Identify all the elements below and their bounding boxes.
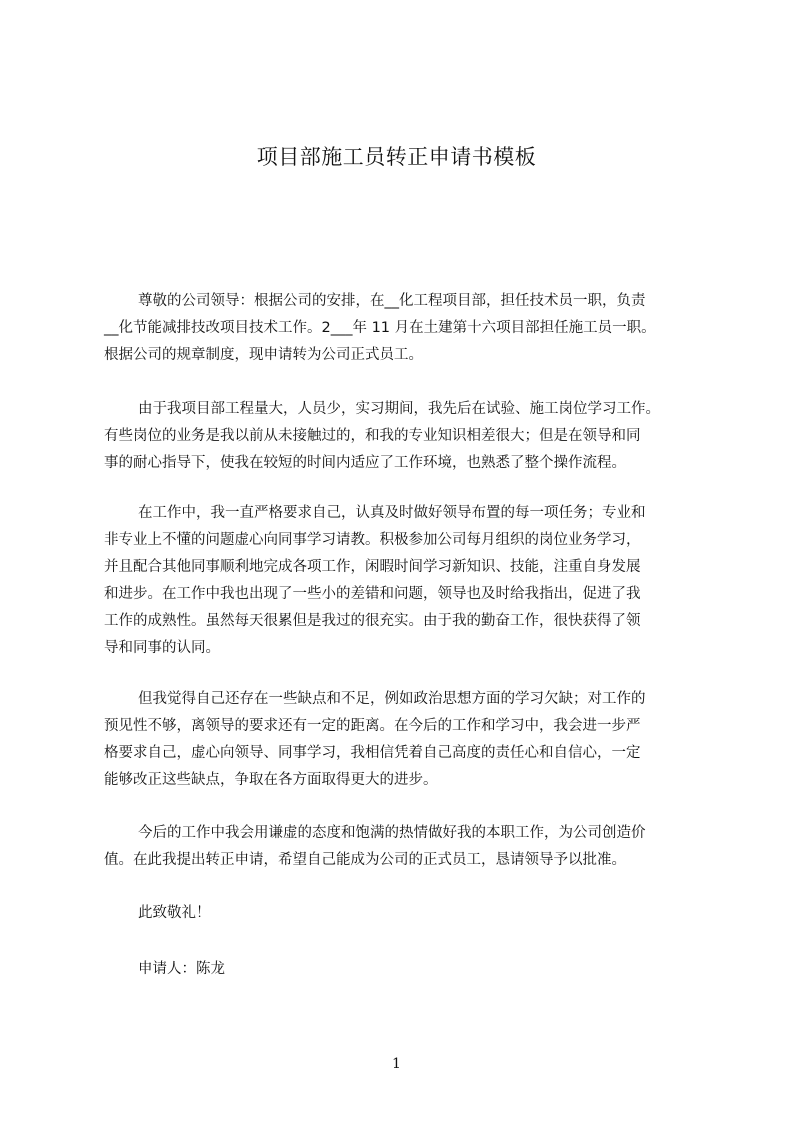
paragraph-4 (104, 686, 714, 794)
paragraph-line: 非专业上不懂的问题虚心向同事学习请教。积极参加公司每月组织的岗位业务学习， (104, 532, 641, 548)
paragraph-line: 今后的工作中我会用谦虚的态度和饱满的热情做好我的本职工作，为公司创造价 (138, 825, 646, 841)
page-number: 1 (392, 1056, 401, 1072)
paragraph-line: 尊敬的公司领导：根据公司的安排，在__化工程项目部，担任技术员一职，负责 (138, 293, 646, 309)
paragraph-line: 值。在此我提出转正申请，希望自己能成为公司的正式员工，恳请领导予以批准。 (104, 852, 626, 868)
paragraph-line: 根据公司的规章制度，现申请转为公司正式员工。 (104, 347, 423, 363)
paragraph-line: __化节能减排技改项目技术工作。2___年 11 月在土建第十六项目部担任施工员一职。 (104, 320, 656, 336)
paragraph-line: 在工作中，我一直严格要求自己，认真及时做好领导布置的每一项任务；专业和 (138, 505, 646, 521)
paragraph-line: 能够改正这些缺点，争取在各方面取得更大的进步。 (104, 772, 438, 788)
paragraph-line: 格要求自己，虚心向领导、同事学习，我相信凭着自己高度的责任心和自信心，一定 (104, 745, 641, 761)
signature-block (104, 956, 714, 983)
paragraph-line: 导和同事的认同。 (104, 640, 220, 656)
document-title: 项目部施工员转正申请书模板 (256, 145, 537, 169)
paragraph-line: 工作的成熟性。虽然每天很累但是我过的很充实。由于我的勤奋工作，很快获得了领 (104, 613, 641, 629)
paragraph-1 (104, 288, 714, 369)
paragraph-2 (104, 396, 714, 477)
paragraph-line: 事的耐心指导下，使我在较短的时间内适应了工作环境，也熟悉了整个操作流程。 (104, 455, 626, 471)
closing-text: 此致敬礼！ (138, 905, 211, 921)
paragraph-line: 有些岗位的业务是我以前从未接触过的，和我的专业知识相差很大；但是在领导和同 (104, 428, 641, 444)
paragraph-line: 预见性不够，离领导的要求还有一定的距离。在今后的工作和学习中，我会进一步严 (104, 718, 641, 734)
applicant-signature: 申请人：陈龙 (138, 961, 225, 977)
paragraph-line: 并且配合其他同事顺利地完成各项工作，闲暇时间学习新知识、技能，注重自身发展 (104, 559, 641, 575)
paragraph-3 (104, 500, 714, 662)
paragraph-line: 和进步。在工作中我也出现了一些小的差错和问题，领导也及时给我指出，促进了我 (104, 586, 641, 602)
paragraph-line: 由于我项目部工程量大，人员少，实习期间，我先后在试验、施工岗位学习工作。 (138, 401, 660, 417)
closing-salutation (104, 900, 714, 927)
paragraph-line: 但我觉得自己还存在一些缺点和不足，例如政治思想方面的学习欠缺；对工作的 (138, 691, 646, 707)
paragraph-5 (104, 820, 714, 874)
